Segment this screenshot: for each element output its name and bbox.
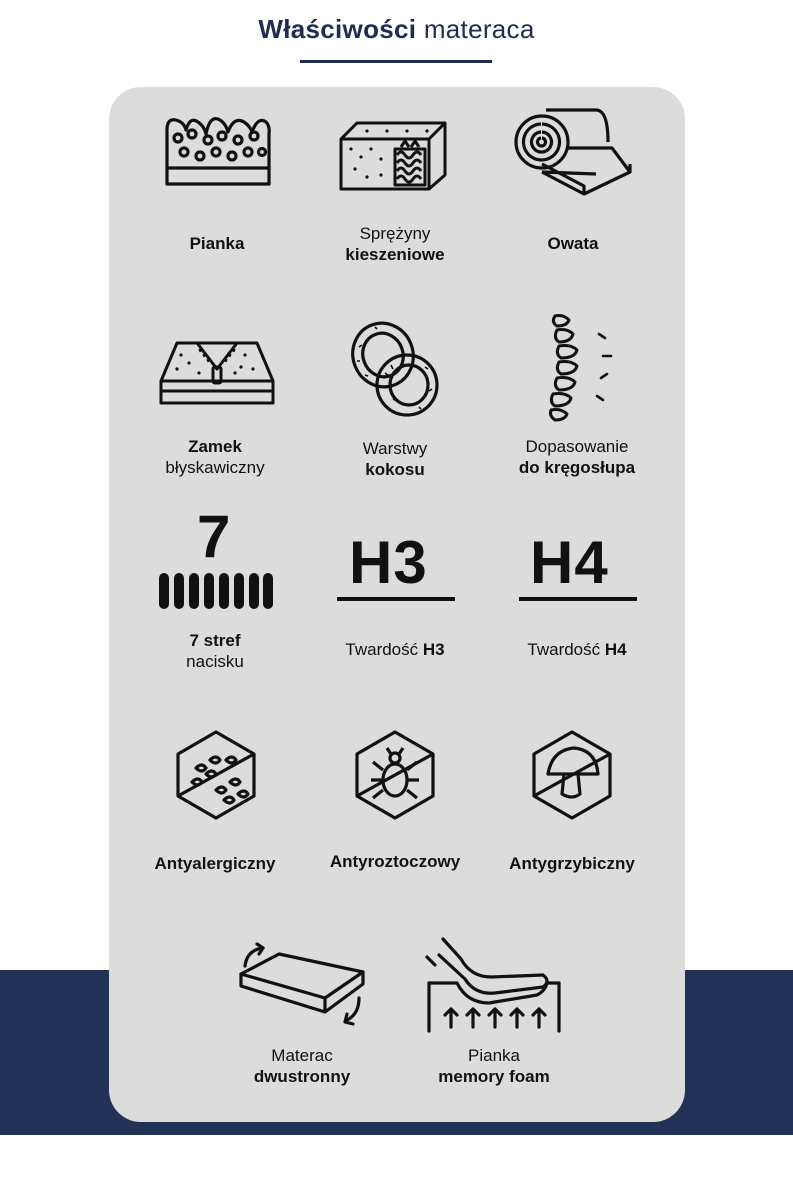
coconut-icon [345, 319, 445, 419]
label-kregoslup: Dopasowanie do kręgosłupa [518, 437, 636, 477]
wadding-roll-icon [512, 102, 632, 194]
h3-big: H3 [349, 529, 428, 596]
features-panel [109, 87, 685, 1122]
foam-icon [164, 112, 272, 192]
label-h3: Twardość H3 [345, 640, 445, 659]
page-title [0, 14, 793, 45]
label-antygrzybiczny: Antygrzybiczny [509, 854, 635, 873]
label-owata: Owata [547, 234, 599, 253]
h4-big: H4 [530, 529, 609, 596]
label-strefy: 7 stref nacisku [186, 631, 244, 671]
two-sided-icon [237, 942, 367, 1032]
anti-fungal-icon [532, 730, 612, 820]
zones-number: 7 [197, 503, 231, 570]
spine-icon [545, 312, 625, 424]
label-antyroztoczowy: Antyroztoczowy [329, 852, 461, 871]
label-pianka: Pianka [189, 234, 245, 253]
label-memory: Pianka memory foam [438, 1046, 550, 1086]
label-sprezyny: Sprężyny kieszeniowe [345, 224, 445, 264]
label-antyalergiczny: Antyalergiczny [154, 854, 276, 873]
anti-allergic-icon [176, 730, 256, 820]
title-bold: Właściwości [258, 14, 417, 44]
zipper-icon [159, 339, 275, 409]
label-kokos: Warstwy kokosu [362, 439, 428, 479]
label-dwustronny: Materac dwustronny [253, 1046, 351, 1086]
title-underline [300, 60, 492, 63]
memory-foam-icon [425, 935, 565, 1035]
anti-mite-icon [355, 730, 435, 820]
pocket-springs-icon [337, 119, 449, 191]
label-zamek: Zamek błyskawiczny [165, 437, 265, 477]
label-h4: Twardość H4 [527, 640, 627, 659]
title-light: materaca [423, 14, 535, 44]
